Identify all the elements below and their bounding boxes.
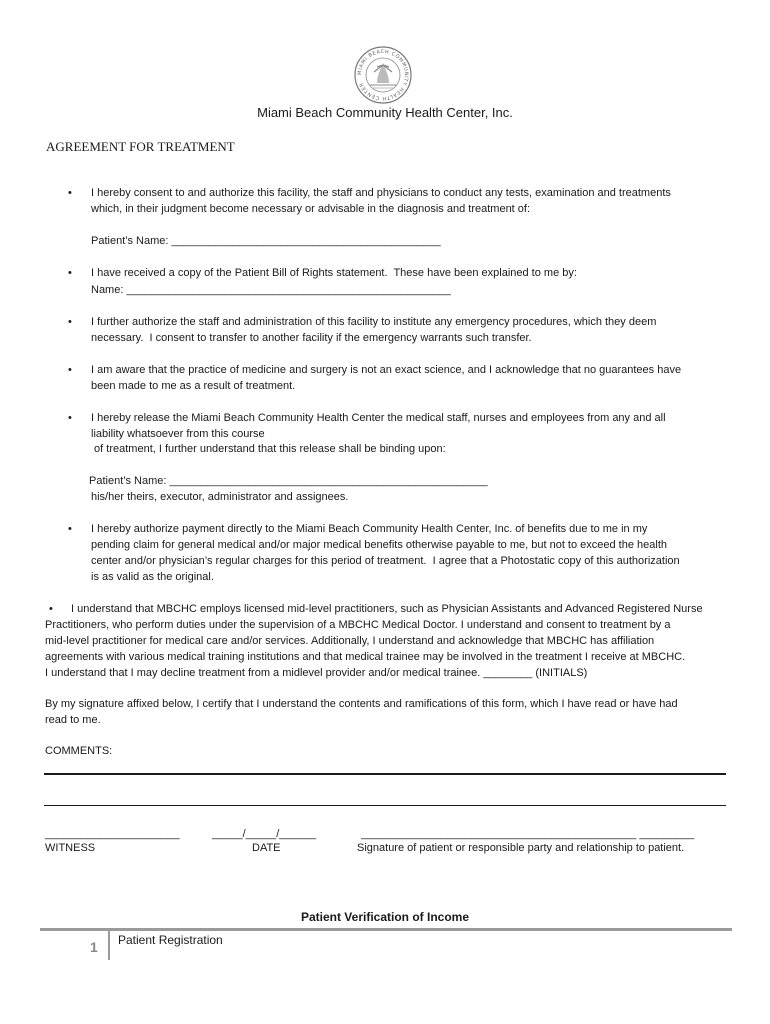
release-text: liability whatsoever from this course	[91, 428, 265, 440]
certification-text: By my signature affixed below, I certify that I understand the contents and ramifications of this form, which I have read or have had	[45, 698, 678, 710]
certification-text: read to me.	[45, 714, 101, 726]
bullet: •	[68, 412, 72, 424]
bullet: •	[49, 603, 53, 615]
release-text: of treatment, I further understand that this release shall be binding upon:	[91, 443, 446, 455]
emergency-text: necessary. I consent to transfer to another facility if the emergency warrants such transfer.	[91, 332, 532, 344]
footer-label: Patient Registration	[118, 933, 223, 947]
logo	[353, 45, 413, 105]
payment-authorization-text: I hereby authorize payment directly to the Miami Beach Community Health Center, Inc. of benefits due to me in my	[91, 523, 648, 535]
release-text: I hereby release the Miami Beach Community Health Center the medical staff, nurses and employees from any and all	[91, 412, 666, 424]
payment-authorization-text: pending claim for general medical and/or major medical benefits otherwise payable to me, but not to exceed the health	[91, 539, 668, 551]
logo-seal	[353, 45, 413, 105]
midlevel-practitioner-text: agreements with various medical training institutions and that medical trainee may be involved in the treatment I receive at MBCHC.	[45, 651, 686, 663]
consent-text: which, in their judgment become necessary or advisable in the diagnosis and treatment of:	[91, 203, 531, 215]
patient-name-field[interactable]: Patient’s Name: ____________________________________________________	[89, 475, 488, 487]
comments-line[interactable]	[44, 805, 726, 806]
payment-authorization-text: center and/or physician’s regular charges for this period of treatment. I agree that a Photostatic copy of this authorization	[91, 555, 680, 567]
organization-title: Miami Beach Community Health Center, Inc.	[257, 105, 513, 120]
footer-divider	[40, 928, 732, 931]
comments-label: COMMENTS:	[45, 745, 113, 757]
bullet: •	[68, 187, 72, 199]
binding-parties-text: his/her theirs, executor, administrator and assignees.	[91, 491, 349, 503]
no-guarantee-text: been made to me as a result of treatment.	[91, 380, 296, 392]
footer-divider	[108, 929, 110, 960]
date-label: DATE	[252, 842, 281, 854]
bullet: •	[68, 316, 72, 328]
date-line[interactable]: _____/_____/______	[212, 828, 316, 840]
bullet: •	[68, 523, 72, 535]
signature-line[interactable]: _____________________________________________ _________	[361, 828, 695, 840]
emergency-text: I further authorize the staff and administration of this facility to institute any emergency procedures, which they deem	[91, 316, 657, 328]
signature-label: Signature of patient or responsible party and relationship to patient.	[357, 842, 685, 854]
bullet: •	[68, 267, 72, 279]
explained-by-name-field[interactable]: Name: _____________________________________________________	[91, 284, 451, 296]
midlevel-practitioner-text: mid-level practitioner for medical care and/or services. Additionally, I understand and acknowledge that MBCHC has affiliation	[45, 635, 655, 647]
midlevel-practitioner-text: I understand that MBCHC employs licensed mid-level practitioners, such as Physician Assistants and Advanced Registered Nurse	[71, 603, 703, 615]
section-title: Patient Verification of Income	[300, 910, 470, 924]
form-title: AGREEMENT FOR TREATMENT	[46, 139, 235, 154]
patient-name-field[interactable]: Patient’s Name: ____________________________________________	[91, 235, 441, 247]
witness-label: WITNESS	[45, 842, 96, 854]
midlevel-practitioner-text: Practitioners, who perform duties under the supervision of a MBCHC Medical Doctor. I understand and consent to treatment by a	[45, 619, 671, 631]
comments-line[interactable]	[44, 773, 726, 775]
payment-authorization-text: is as valid as the original.	[91, 571, 214, 583]
no-guarantee-text: I am aware that the practice of medicine and surgery is not an exact science, and I acknowledge that no guarantees have	[91, 364, 682, 376]
initials-field[interactable]: I understand that I may decline treatment from a midlevel provider and/or medical trainee. ________ (INITIALS)	[45, 667, 588, 679]
bullet: •	[68, 364, 72, 376]
logo-text: MIAMI BEACH COMMUNITY HEALTH CENTER	[356, 48, 410, 102]
page-number: 1	[90, 939, 98, 955]
witness-line[interactable]: ______________________	[45, 828, 180, 840]
consent-text: I hereby consent to and authorize this facility, the staff and physicians to conduct any tests, examination and treatments	[91, 187, 671, 199]
bill-of-rights-text: I have received a copy of the Patient Bill of Rights statement. These have been explained to me by:	[91, 267, 577, 279]
